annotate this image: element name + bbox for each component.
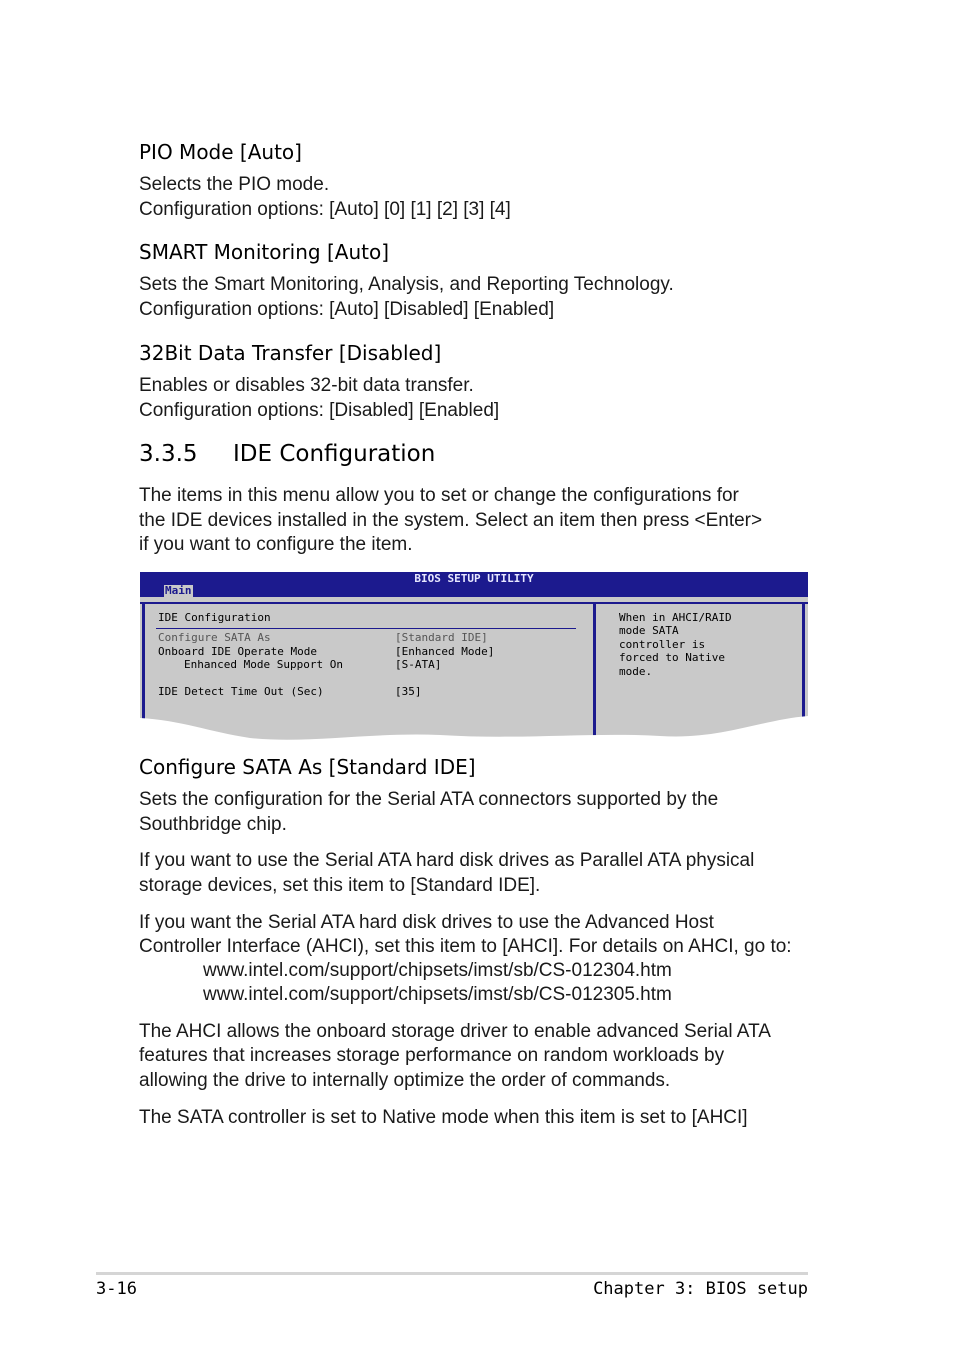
bios-item-label[interactable]: IDE Detect Time Out (Sec) <box>158 685 324 698</box>
intro-line: if you want to configure the item. <box>139 534 413 555</box>
32bit-transfer-heading: 32Bit Data Transfer [Disabled] <box>139 341 442 365</box>
sata-paragraph-line: features that increases storage performance on random workloads by <box>139 1045 725 1066</box>
sata-paragraph-line: Controller Interface (AHCI), set this item to [AHCI]. For details on AHCI, go to: <box>139 936 792 957</box>
bios-help-line: When in AHCI/RAID <box>619 611 732 624</box>
bios-item-value[interactable]: [Standard IDE] <box>395 631 488 644</box>
section-title: IDE Configuration <box>233 441 436 467</box>
bios-panel-title: IDE Configuration <box>158 611 271 624</box>
bios-screenshot <box>140 572 808 744</box>
footer-rule <box>96 1272 808 1275</box>
sata-paragraph-line: storage devices, set this item to [Standard IDE]. <box>139 875 541 896</box>
pio-mode-heading: PIO Mode [Auto] <box>139 140 302 164</box>
configure-sata-heading: Configure SATA As [Standard IDE] <box>139 755 476 779</box>
smart-monitoring-options: Configuration options: [Auto] [Disabled] [Enabled] <box>139 299 555 320</box>
tab-main[interactable]: Main <box>165 584 192 597</box>
bios-help-line: forced to Native <box>619 651 725 664</box>
bios-item-label[interactable]: Enhanced Mode Support On <box>184 658 343 671</box>
ahci-link[interactable]: www.intel.com/support/chipsets/imst/sb/CS-012304.htm <box>203 960 672 981</box>
section-heading <box>139 441 435 467</box>
bios-title: BIOS SETUP UTILITY <box>414 572 534 585</box>
ahci-link[interactable]: www.intel.com/support/chipsets/imst/sb/CS-012305.htm <box>203 984 672 1005</box>
32bit-transfer-options: Configuration options: [Disabled] [Enabled] <box>139 400 500 421</box>
bios-item-value[interactable]: [Enhanced Mode] <box>395 645 495 658</box>
bios-item-label[interactable]: Onboard IDE Operate Mode <box>158 645 317 658</box>
pio-mode-description: Selects the PIO mode. <box>139 174 330 195</box>
sata-paragraph-line: If you want to use the Serial ATA hard disk drives as Parallel ATA physical <box>139 850 755 871</box>
smart-monitoring-heading: SMART Monitoring [Auto] <box>139 240 389 264</box>
intro-line: the IDE devices installed in the system. Select an item then press <Enter> <box>139 510 763 531</box>
bios-help-line: controller is <box>619 638 706 651</box>
bios-help-line: mode SATA <box>619 624 679 637</box>
sata-paragraph-line: allowing the drive to internally optimize the order of commands. <box>139 1070 671 1091</box>
pio-mode-options: Configuration options: [Auto] [0] [1] [2] [3] [4] <box>139 199 511 220</box>
sata-paragraph-line: The SATA controller is set to Native mode when this item is set to [AHCI] <box>139 1107 748 1128</box>
sata-paragraph-line: The AHCI allows the onboard storage driver to enable advanced Serial ATA <box>139 1021 771 1042</box>
bios-item-label[interactable]: Configure SATA As <box>158 631 271 644</box>
torn-edge <box>140 572 808 744</box>
32bit-transfer-description: Enables or disables 32-bit data transfer. <box>139 375 474 396</box>
sata-paragraph-line: Southbridge chip. <box>139 814 287 835</box>
bios-item-value[interactable]: [35] <box>395 685 422 698</box>
intro-line: The items in this menu allow you to set or change the configurations for <box>139 485 739 506</box>
chapter-title: Chapter 3: BIOS setup <box>593 1279 808 1299</box>
bios-help-line: mode. <box>619 665 653 678</box>
smart-monitoring-description: Sets the Smart Monitoring, Analysis, and Reporting Technology. <box>139 274 674 295</box>
bios-item-value[interactable]: [S-ATA] <box>395 658 442 671</box>
page-number: 3-16 <box>96 1279 137 1299</box>
sata-paragraph-line: Sets the configuration for the Serial ATA connectors supported by the <box>139 789 719 810</box>
section-number: 3.3.5 <box>139 441 198 467</box>
sata-paragraph-line: If you want the Serial ATA hard disk drives to use the Advanced Host <box>139 912 714 933</box>
